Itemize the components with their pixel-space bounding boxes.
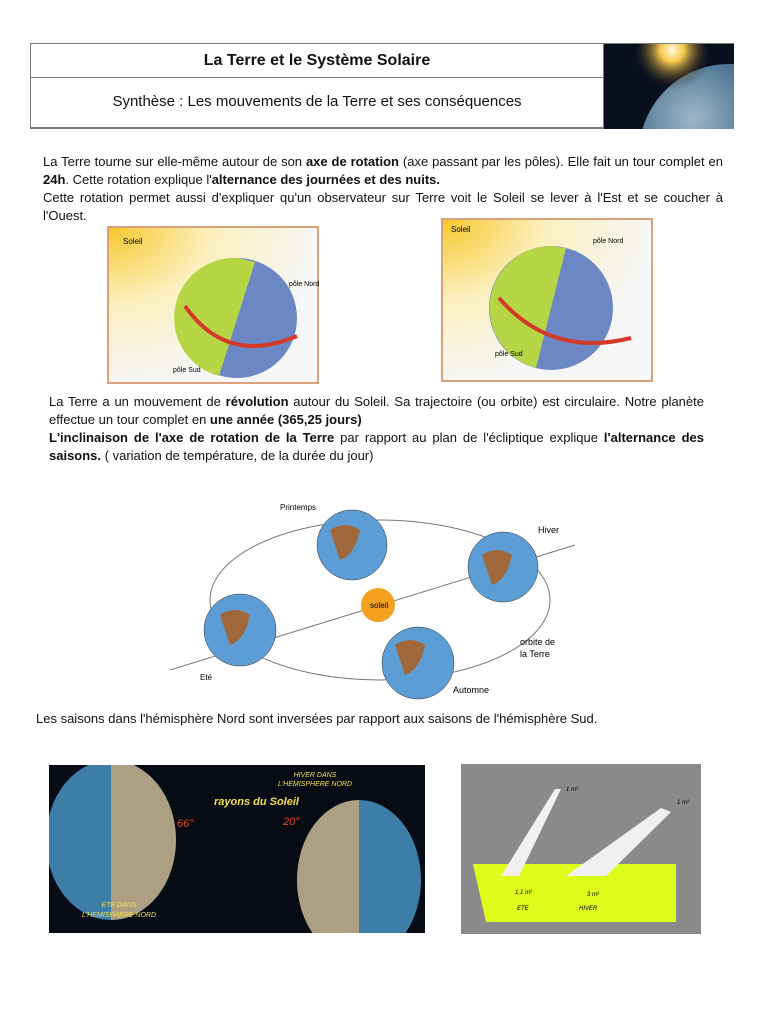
svg-text:Eté: Eté [200, 673, 213, 682]
svg-text:66°: 66° [177, 818, 194, 830]
rotation-figure-night [441, 218, 653, 387]
rotation-figure-day [107, 226, 319, 389]
svg-text:3 m²: 3 m² [587, 892, 599, 898]
orbit-diagram [170, 485, 580, 705]
sun-rays-figure [49, 765, 425, 938]
rotation-paragraph: La Terre tourne sur elle-même autour de son axe de rotation (axe passant par les pôles). Elle fait un tour complet en 24h. Cette rotation explique l'alternance des journées et des nuits. Cette rotation permet aussi d'expliquer qu'un observateur sur Terre voit le Soleil se lever à l'Est et se coucher à l'Ouest. [43, 154, 723, 223]
header-table [30, 43, 734, 129]
svg-text:rayons du Soleil: rayons du Soleil [214, 796, 299, 808]
sun-area-figure [461, 764, 701, 939]
svg-text:pôle Nord: pôle Nord [593, 238, 624, 245]
revolution-paragraph: La Terre a un mouvement de révolution autour du Soleil. Sa trajectoire (ou orbite) est circulaire. Notre planète effectue un tour complet en une année (365,25 jours) L'inclinaison de l'axe de rotation de la Terre par rapport au plan de l'écliptique explique l'alternance des saisons. ( variation de température, de la durée du jour) [49, 394, 704, 463]
svg-text:20°: 20° [283, 816, 300, 828]
svg-text:pôle Sud: pôle Sud [495, 351, 523, 358]
svg-text:HIVER: HIVER [579, 906, 598, 912]
svg-text:orbite de: orbite de [520, 637, 556, 647]
svg-text:1,1 m²: 1,1 m² [515, 890, 533, 896]
svg-text:ETE: ETE [517, 906, 529, 912]
svg-text:Soleil: Soleil [123, 237, 143, 246]
svg-text:L'HEMISPHERE NORD: L'HEMISPHERE NORD [81, 912, 157, 919]
svg-text:ETE DANS: ETE DANS [101, 902, 137, 909]
svg-text:soleil: soleil [370, 601, 389, 610]
svg-text:pôle Sud: pôle Sud [173, 367, 201, 374]
svg-text:HIVER DANS: HIVER DANS [293, 772, 337, 779]
svg-text:L'HEMISPHERE NORD: L'HEMISPHERE NORD [277, 781, 353, 788]
svg-text:pôle Nord: pôle Nord [289, 281, 319, 288]
seasons-paragraph: Les saisons dans l'hémisphère Nord sont inversées par rapport aux saisons de l'hémisphère Sud. [36, 711, 598, 726]
svg-text:1 m²: 1 m² [566, 787, 578, 793]
page-title: La Terre et le Système Solaire [31, 44, 604, 78]
svg-text:Soleil: Soleil [451, 225, 471, 234]
page-subtitle: Synthèse : Les mouvements de la Terre et ses conséquences [31, 78, 604, 129]
earth-space-image [604, 44, 734, 129]
svg-text:Printemps: Printemps [280, 503, 317, 512]
svg-text:Hiver: Hiver [538, 525, 560, 535]
svg-text:Automne: Automne [453, 685, 490, 695]
svg-text:la Terre: la Terre [520, 649, 550, 659]
svg-text:1 m²: 1 m² [677, 800, 689, 806]
